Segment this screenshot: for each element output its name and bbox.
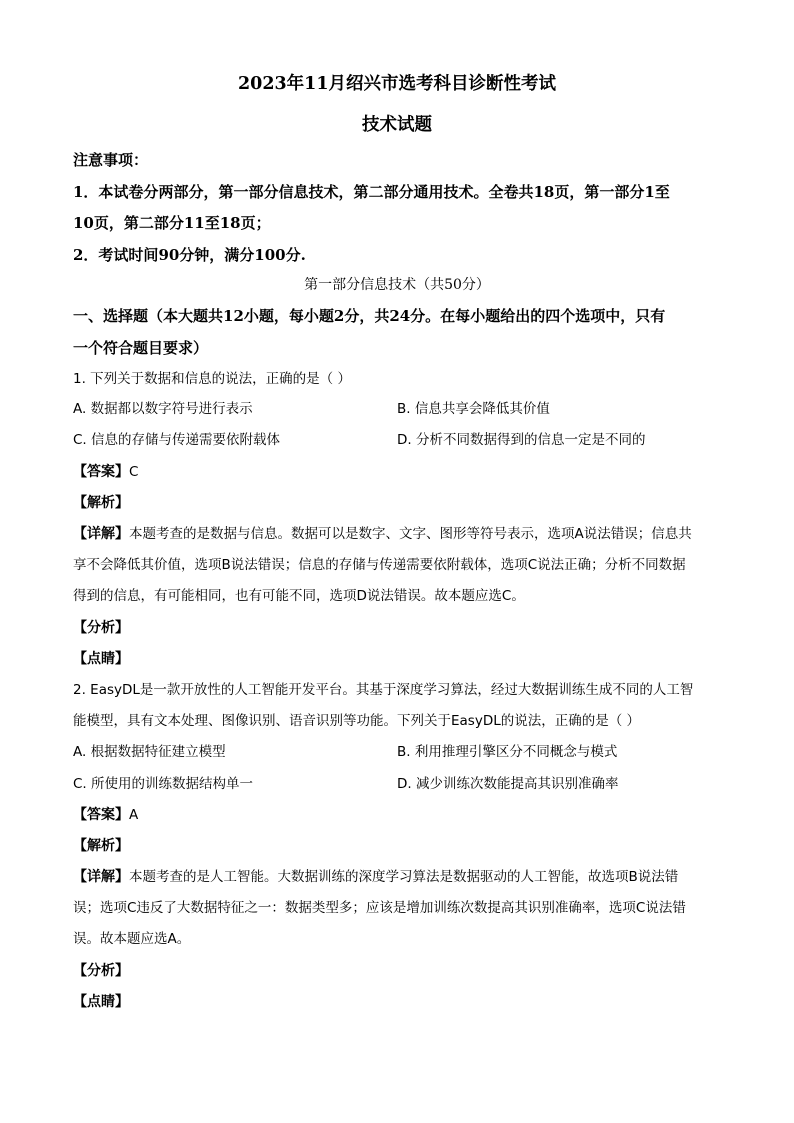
q2-dianjing-tag: 【点睛】 [73, 994, 129, 1010]
notice-item-1-line-2: 10页，第二部分11至18页； [73, 214, 271, 232]
q2-option-a: A. 根据数据特征建立模型 [73, 744, 226, 760]
q1-fenxi-tag: 【分析】 [73, 620, 129, 636]
q1-answer [73, 462, 138, 482]
q1-option-b: B. 信息共享会降低其价值 [397, 401, 550, 417]
q2-answer [73, 805, 138, 825]
exam-subtitle: 技术试题 [362, 115, 432, 135]
q1-option-a: A. 数据都以数字符号进行表示 [73, 401, 253, 417]
q1-detail-tag: 【详解】 [73, 526, 129, 542]
q1-option-d: D. 分析不同数据得到的信息一定是不同的 [397, 432, 646, 448]
q2-fenxi-tag: 【分析】 [73, 963, 129, 979]
q1-detail-line-3: 得到的信息，有可能相同，也有可能不同，选项D说法错误。故本题应选C。 [73, 588, 525, 604]
q1-answer-value: C [129, 464, 139, 480]
q2-answer-value: A [129, 807, 139, 823]
exam-title: 2023年11月绍兴市选考科目诊断性考试 [237, 74, 557, 94]
q1-detail-line-2: 享不会降低其价值，选项B说法错误；信息的存储与传递需要依附载体，选项C说法正确；分析不同数据 [73, 557, 686, 573]
q2-analysis-tag: 【解析】 [73, 838, 129, 854]
q2-detail-tag: 【详解】 [73, 869, 129, 885]
q2-detail-line-1 [73, 867, 678, 887]
notice-item-2: 2．考试时间90分钟，满分100分. [73, 246, 306, 264]
q2-stem-line-1: 2. EasyDL是一款开放性的人工智能开发平台。其基于深度学习算法，经过大数据训练生成不同的人工智 [73, 682, 694, 698]
q1-option-c: C. 信息的存储与传递需要依附载体 [73, 432, 281, 448]
q1-detail-line-1 [73, 524, 692, 544]
notice-item-1-line-1: 1．本试卷分两部分，第一部分信息技术，第二部分通用技术。全卷共18页，第一部分1至 [73, 183, 670, 201]
q2-detail-line-2: 误；选项C违反了大数据特征之一：数据类型多；应该是增加训练次数提高其识别准确率，选项C说法错 [73, 900, 686, 916]
section-heading-line-2: 一个符合题目要求） [73, 339, 209, 357]
q2-option-b: B. 利用推理引擎区分不同概念与模式 [397, 744, 618, 760]
q1-dianjing-tag: 【点睛】 [73, 651, 129, 667]
q1-detail-text-1: 本题考查的是数据与信息。数据可以是数字、文字、图形等符号表示，选项A说法错误；信息共 [129, 526, 692, 542]
section-heading-line-1: 一、选择题（本大题共12小题，每小题2分，共24分。在每小题给出的四个选项中，只有 [73, 307, 666, 325]
q2-option-c: C. 所使用的训练数据结构单一 [73, 776, 254, 792]
q2-stem-line-2: 能模型，具有文本处理、图像识别、语音识别等功能。下列关于EasyDL的说法，正确的是（ ） [73, 713, 641, 729]
q2-answer-tag: 【答案】 [73, 807, 129, 823]
q1-analysis-tag: 【解析】 [73, 495, 129, 511]
q2-detail-line-3: 误。故本题应选A。 [73, 931, 191, 947]
q2-option-d: D. 减少训练次数能提高其识别准确率 [397, 776, 619, 792]
notice-heading: 注意事项： [73, 151, 149, 169]
part-heading: 第一部分信息技术（共50分） [304, 277, 490, 293]
q2-detail-text-1: 本题考查的是人工智能。大数据训练的深度学习算法是数据驱动的人工智能，故选项B说法错 [129, 869, 679, 885]
q1-stem: 1. 下列关于数据和信息的说法，正确的是（ ） [73, 371, 351, 387]
q1-answer-tag: 【答案】 [73, 464, 129, 480]
